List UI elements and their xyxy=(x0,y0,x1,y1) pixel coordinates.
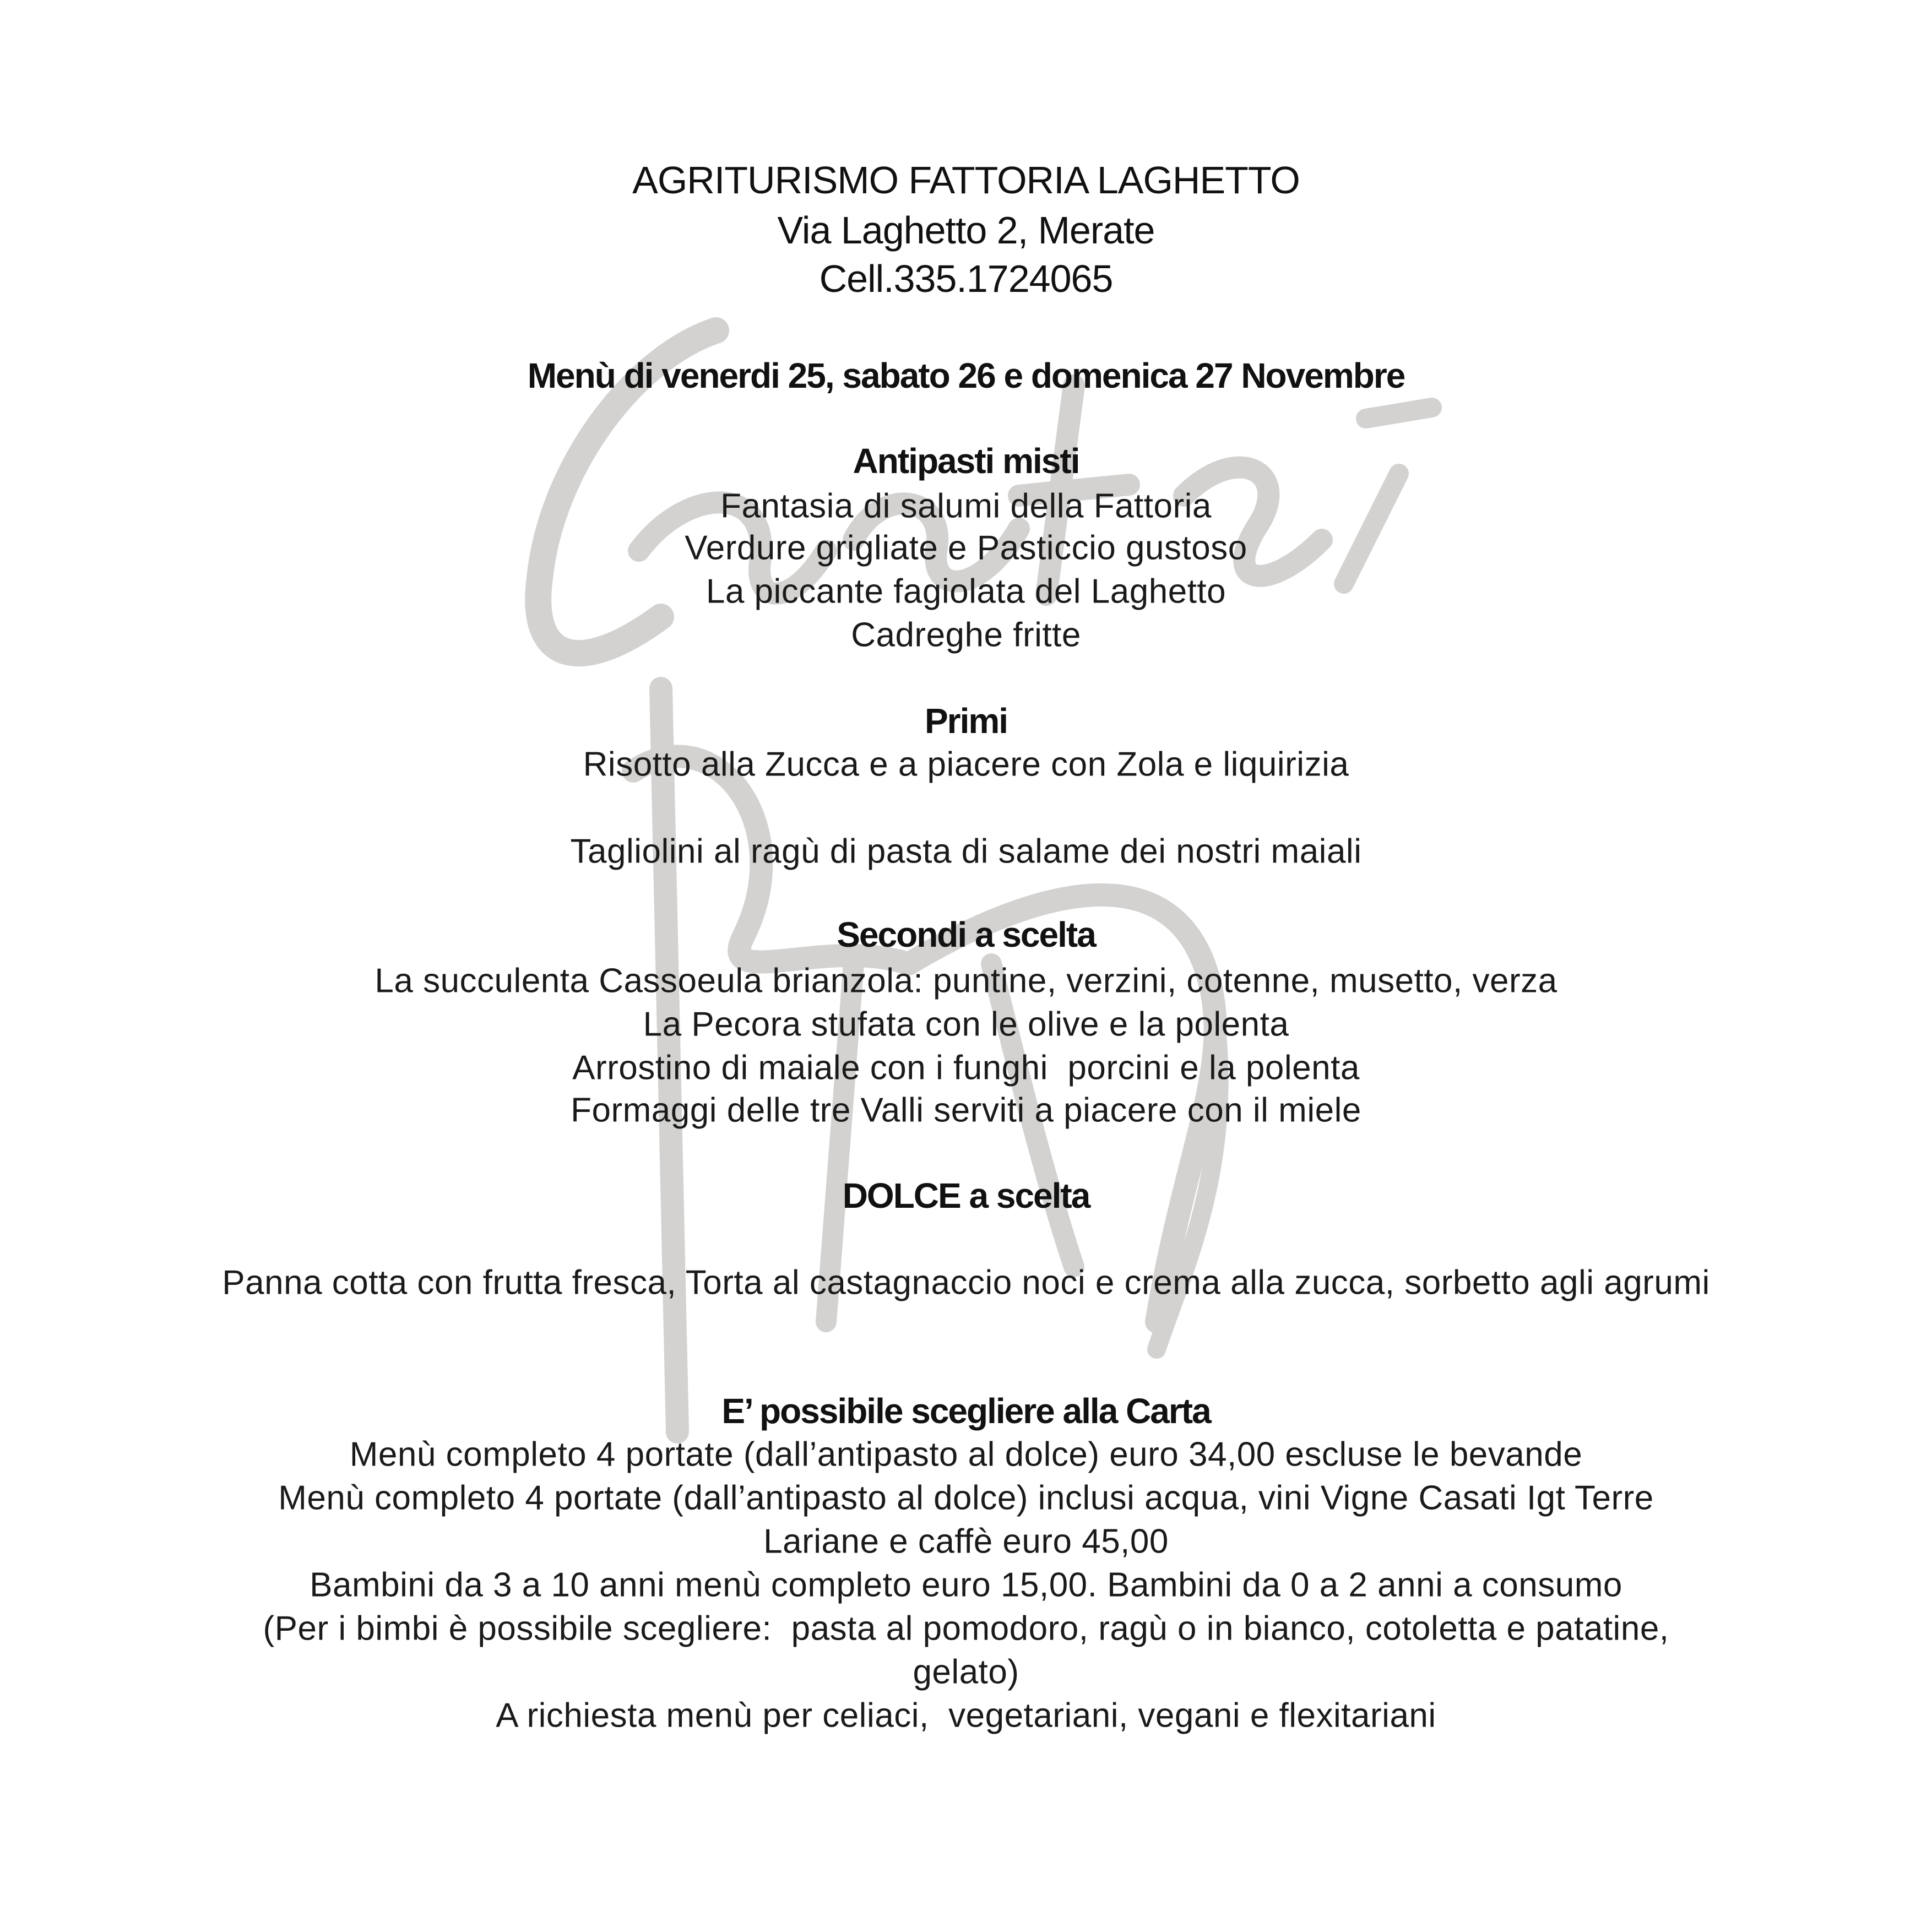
pricing-line: Lariane e caffè euro 45,00 xyxy=(763,1522,1169,1561)
menu-item: Fantasia di salumi della Fattoria xyxy=(720,487,1212,525)
pricing-line: Bambini da 3 a 10 anni menù completo euro 15,00. Bambini da 0 a 2 anni a consumo xyxy=(310,1566,1622,1604)
farm-name: AGRITURISMO FATTORIA LAGHETTO xyxy=(632,159,1300,202)
menu-item: Verdure grigliate e Pasticcio gustoso xyxy=(685,529,1247,567)
pricing-line: Menù completo 4 portate (dall’antipasto al dolce) inclusi acqua, vini Vigne Casati Igt Terre xyxy=(278,1479,1654,1517)
farm-address: Via Laghetto 2, Merate xyxy=(777,209,1155,252)
menu-item: Panna cotta con frutta fresca, Torta al castagnaccio noci e crema alla zucca, sorbetto agli agrumi xyxy=(222,1263,1710,1302)
menu-item: La succulenta Cassoeula brianzola: puntine, verzini, cotenne, musetto, verza xyxy=(375,962,1557,1000)
farm-phone: Cell.335.1724065 xyxy=(819,257,1113,300)
pricing-line: Menù completo 4 portate (dall’antipasto al dolce) euro 34,00 escluse le bevande xyxy=(349,1435,1583,1474)
menu-item: Formaggi delle tre Valli serviti a piacere con il miele xyxy=(571,1091,1361,1130)
menu-item: La piccante fagiolata del Laghetto xyxy=(705,572,1227,611)
section-title: Antipasti misti xyxy=(853,441,1079,481)
pricing-line: (Per i bimbi è possibile scegliere: pasta al pomodoro, ragù o in bianco, cotoletta e patatine, xyxy=(263,1609,1669,1648)
menu-item: La Pecora stufata con le olive e la polenta xyxy=(643,1005,1289,1044)
menu-item: Arrostino di maiale con i funghi porcini e la polenta xyxy=(572,1049,1360,1087)
section-title: E’ possibile scegliere alla Carta xyxy=(721,1391,1211,1431)
menu-item: Cadreghe fritte xyxy=(851,616,1081,654)
menu-item: Tagliolini al ragù di pasta di salame dei nostri maiali xyxy=(570,832,1362,871)
section-title: Primi xyxy=(924,701,1008,741)
pricing-line: gelato) xyxy=(913,1653,1019,1691)
pricing-line: A richiesta menù per celiaci, vegetariani, vegani e flexitariani xyxy=(496,1696,1436,1735)
menu-item: Risotto alla Zucca e a piacere con Zola e liquirizia xyxy=(583,745,1349,784)
menu-title: Menù di venerdi 25, sabato 26 e domenica 27 Novembre xyxy=(527,356,1405,395)
section-title: DOLCE a scelta xyxy=(842,1176,1090,1215)
section-title: Secondi a scelta xyxy=(837,915,1095,954)
